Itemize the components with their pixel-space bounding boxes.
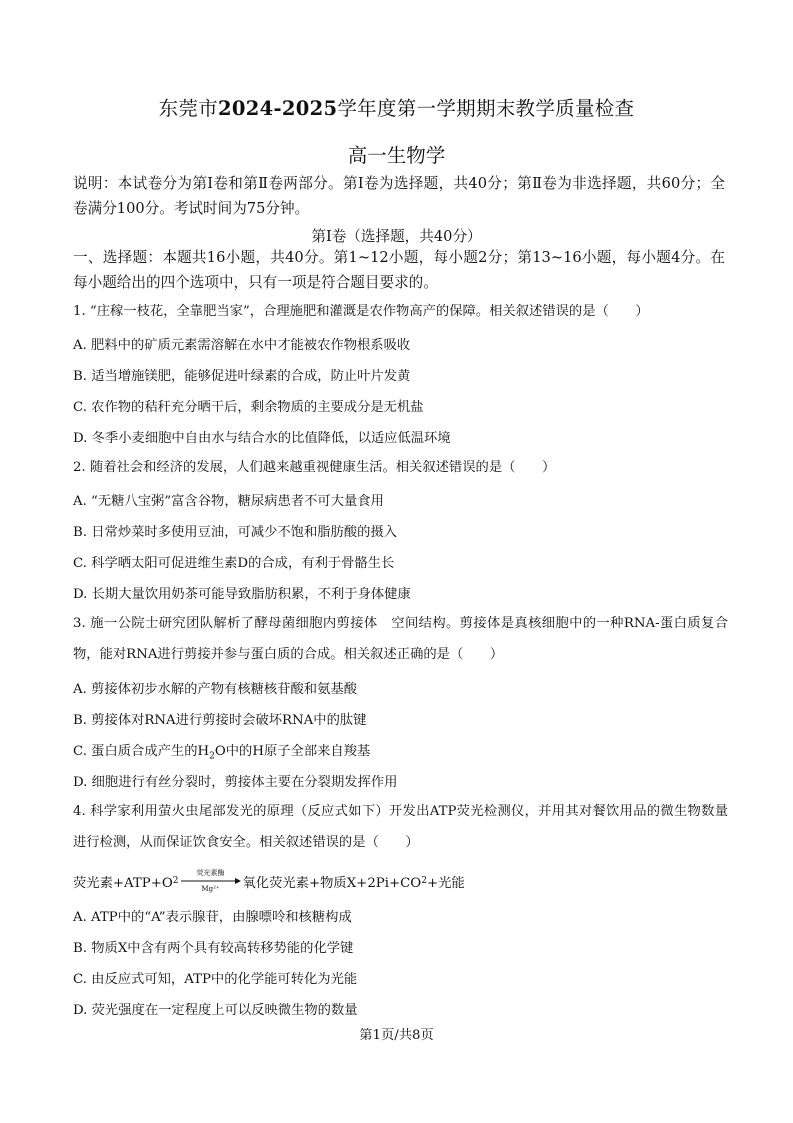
question-2-option-a: A. “无糖八宝粥”富含谷物，糖尿病患者不可大量食用 [73, 494, 384, 509]
question-3-option-c [73, 740, 733, 762]
question-3-option-a: A. 剪接体初步水解的产物有核糖核苷酸和氨基酸 [73, 682, 357, 697]
question-4-option-d: D. 荧光强度在一定程度上可以反映微生物的数量 [73, 1003, 358, 1018]
reaction-formula [73, 869, 465, 893]
question-4-option-a: A. ATP中的“A”表示腺苷，由腺嘌呤和核糖构成 [73, 910, 352, 925]
question-3-stem: 3. 施一公院士研究团队解析了酵母菌细胞内剪接体 空间结构。剪接体是真核细胞中的一种RNA-蛋白质复合物，能对RNA进行剪接并参与蛋白质的合成。相关叙述正确的是（ ） [73, 616, 728, 662]
reaction-arrow [181, 869, 241, 893]
arrow-icon [181, 877, 241, 885]
question-1-stem: 1. “庄稼一枝花，全靠肥当家”，合理施肥和灌溉是农作物高产的保障。相关叙述错误的是（ ） [73, 304, 649, 319]
q3c-part2: O中的H原子全部来自羧基 [214, 744, 371, 759]
formula-right-end: +光能 [426, 875, 465, 891]
title-year: 2024-2025 [218, 97, 338, 120]
question-2-stem: 2. 随着社会和经济的发展，人们越来越重视健康生活。相关叙述错误的是（ ） [73, 460, 556, 475]
question-4-option-c: C. 由反应式可知，ATP中的化学能可转化为光能 [73, 972, 358, 987]
formula-right: 氧化荧光素+物质X+2Pi+CO [242, 875, 422, 891]
formula-right-sub: 2 [421, 876, 427, 886]
question-4-stem: 4. 科学家利用萤火虫尾部发光的原理（反应式如下）开发出ATP荧光检测仪，并用其对餐饮用品的微生物数量进行检测，从而保证饮食安全。相关叙述错误的是（ ） [73, 804, 728, 850]
question-4-option-b: B. 物质X中含有两个具有较高转移势能的化学键 [73, 941, 354, 956]
exam-title [0, 93, 793, 121]
arrow-top-label: 荧光素酶 [196, 869, 225, 877]
q3c-sub: 2 [209, 751, 215, 762]
question-2-option-c: C. 科学晒太阳可促进维生素D的合成，有利于骨骼生长 [73, 556, 395, 571]
question-2-option-d: D. 长期大量饮用奶茶可能导致脂肪积累，不利于身体健康 [73, 587, 411, 602]
question-2-option-b: B. 日常炒菜时多使用豆油，可减少不饱和脂肪酸的摄入 [73, 525, 398, 540]
title-suffix: 学年度第一学期期末教学质量检查 [337, 97, 635, 120]
section-intro: 一、选择题：本题共16小题，共40分。第1~12小题，每小题2分；第13~16小题，每小题4分。在每小题给出的四个选项中，只有一项是符合题目要求的。 [73, 249, 725, 291]
question-1-option-a: A. 肥料中的矿质元素需溶解在水中才能被农作物根系吸收 [73, 338, 411, 353]
arrow-bottom-label: Mg²⁺ [201, 885, 220, 893]
q3c-part1: C. 蛋白质合成产生的H [73, 744, 210, 759]
page-number: 第1页/共8页 [359, 1028, 434, 1043]
question-1-option-d: D. 冬季小麦细胞中自由水与结合水的比值降低，以适应低温环境 [73, 431, 451, 446]
question-3-option-d: D. 细胞进行有丝分裂时，剪接体主要在分裂期发挥作用 [73, 775, 398, 790]
title-prefix: 东莞市 [158, 97, 219, 120]
formula-left-sub: 2 [172, 876, 179, 886]
instructions: 说明：本试卷分为第Ⅰ卷和第Ⅱ卷两部分。第Ⅰ卷为选择题，共40分；第Ⅱ卷为非选择题，共60分；全卷满分100分。考试时间为75分钟。 [73, 175, 725, 217]
exam-subtitle: 高一生物学 [347, 144, 446, 167]
question-1-option-b: B. 适当增施镁肥，能够促进叶绿素的合成，防止叶片发黄 [73, 369, 411, 384]
question-1-option-c: C. 农作物的秸秆充分晒干后，剩余物质的主要成分是无机盐 [73, 400, 424, 415]
formula-left: 荧光素+ATP+O [73, 875, 173, 891]
question-3-option-b: B. 剪接体对RNA进行剪接时会破坏RNA中的肽键 [73, 713, 367, 728]
section-title: 第Ⅰ卷（选择题，共40分） [311, 228, 482, 245]
